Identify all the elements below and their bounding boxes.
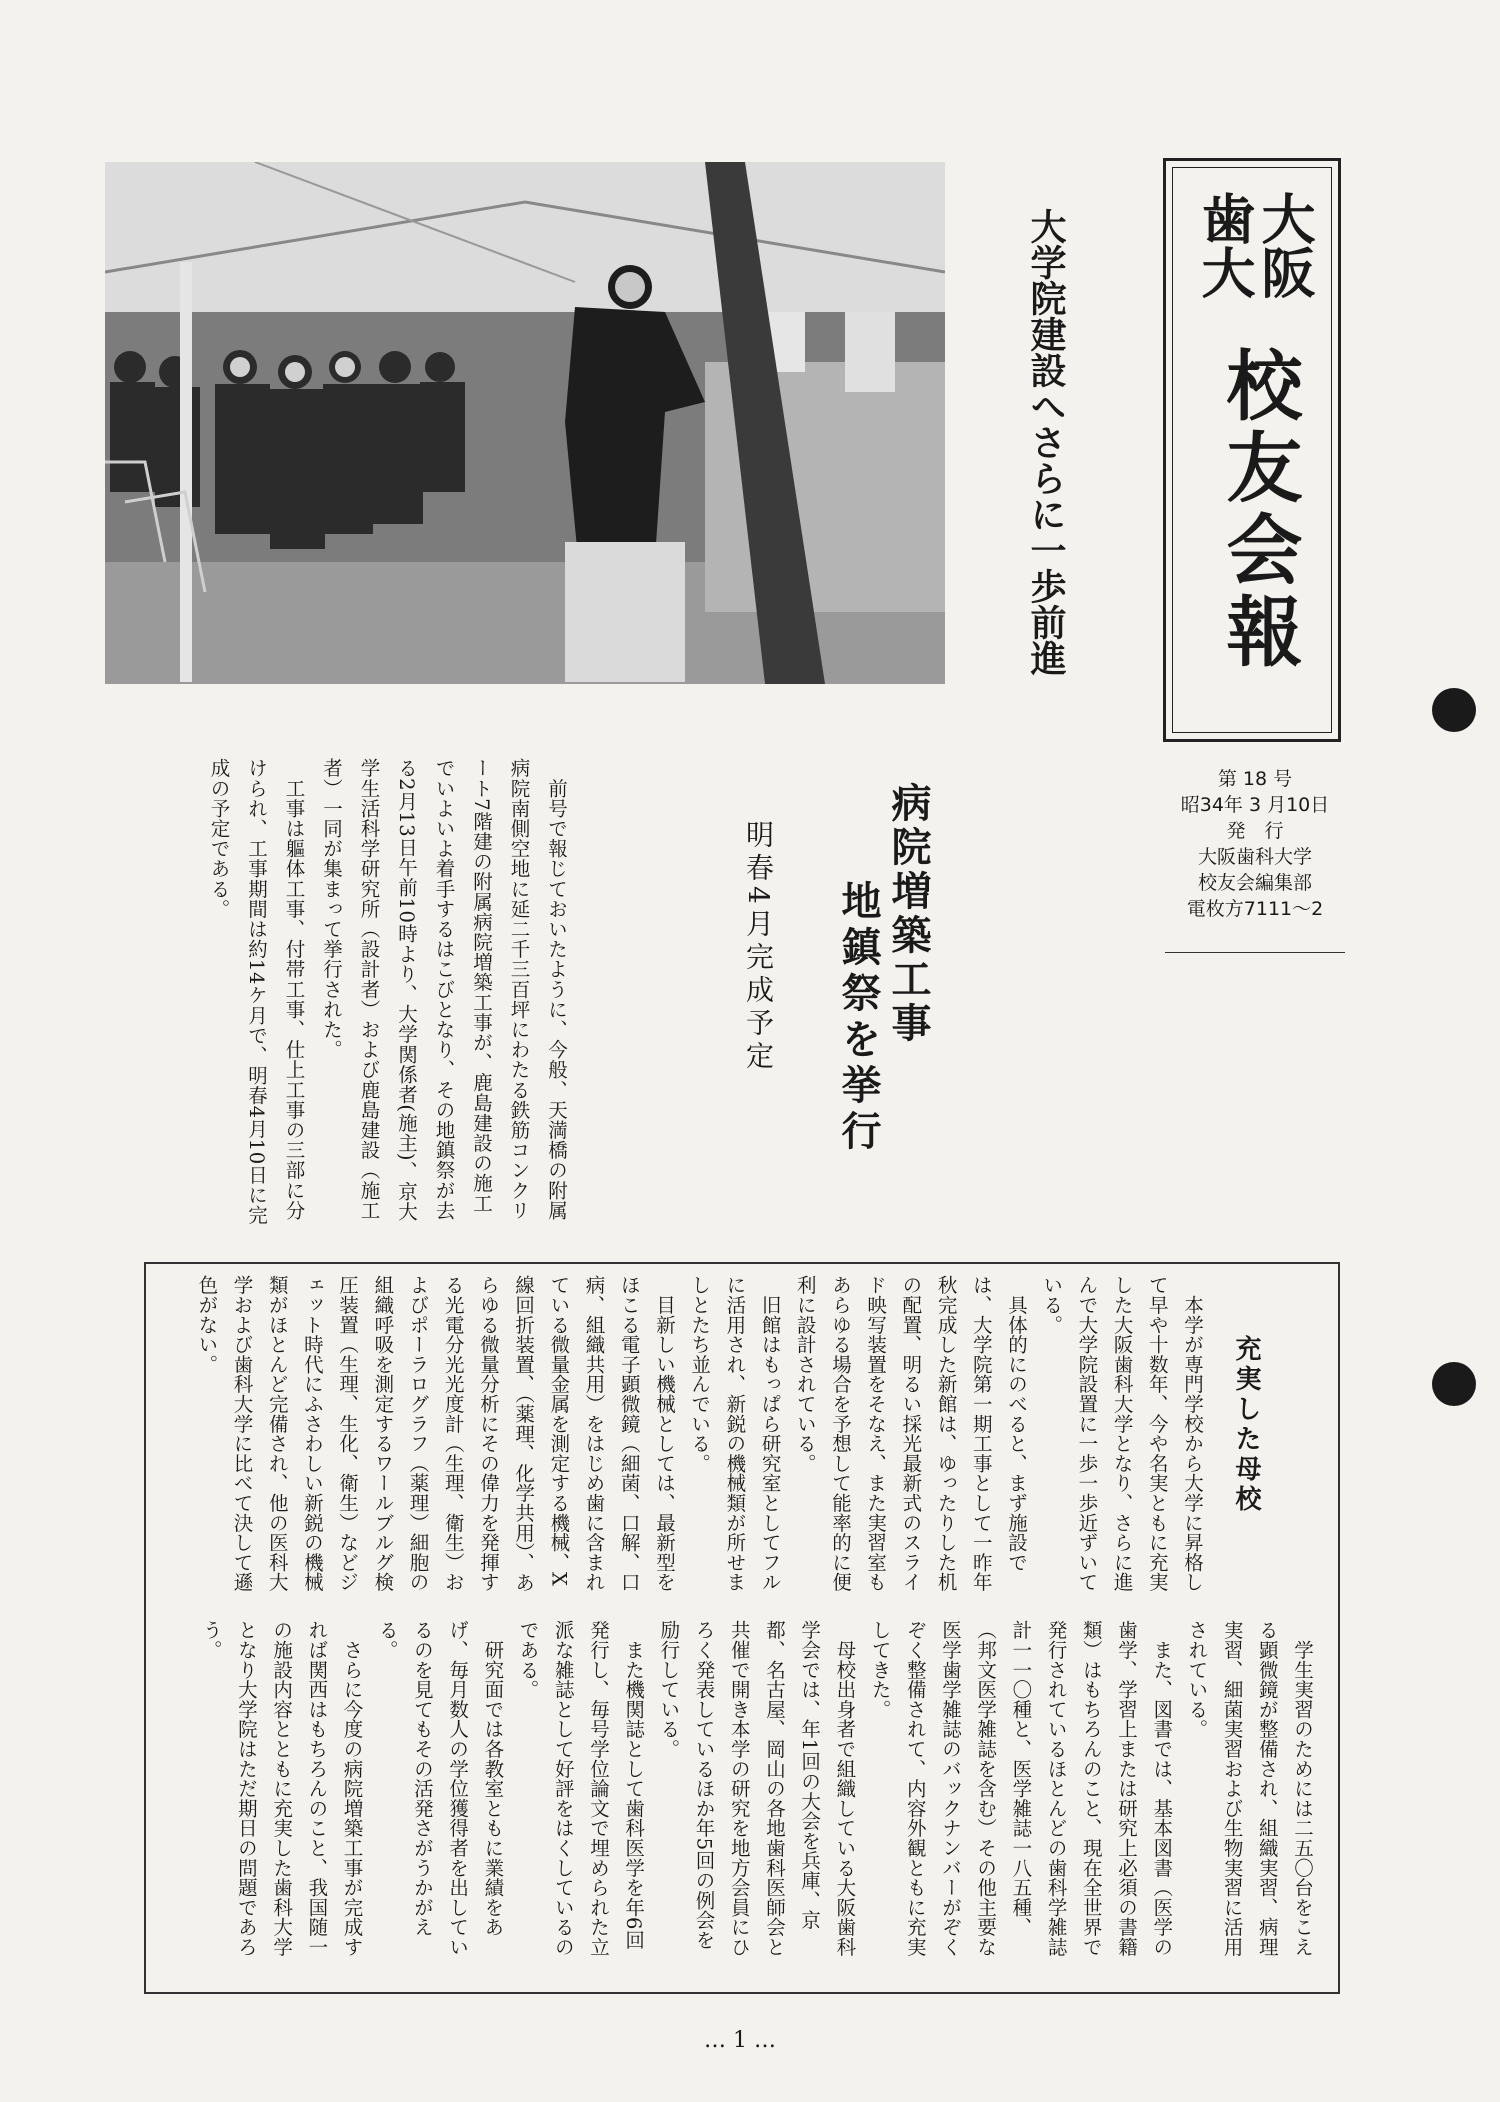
ceremony-photo: [105, 162, 945, 684]
article-title-1: 病院増築工事: [885, 782, 931, 1046]
issue-date: 昭34年 3 月10日: [1180, 794, 1330, 816]
main-headline: 大学院建設へさらに一歩前進: [1025, 208, 1066, 676]
masthead: [1163, 158, 1341, 742]
issue-phone: 電枚方7111～2: [1186, 898, 1324, 920]
issue-number: 第 18 号: [1217, 768, 1293, 790]
issue-publisher-1: 大阪歯科大学: [1197, 846, 1312, 868]
issue-publisher-2: 校友会編集部: [1197, 872, 1312, 894]
page-number: … 1 …: [704, 2028, 776, 2053]
article-body: 前号で報じておいたように、今般、天満橋の附属病院南側空地に延二千三百坪にわたる鉄筋コンクリート7階建の附属病院増築工事が、鹿島建設の施工でいよいよ着手するはこびとなり、その地鎮祭が去る2月13日午前10時より、大学関係者(施主)、京大学生活科学研究所（設計者）および鹿島建設（施工者）一同が集まって挙行された。 工事は軀体工事、付帯工事、仕上工事の三部に分けられ、工事期間は約14ケ月で、明春4月10日に完成の予定である。: [207, 758, 568, 1226]
feature-title: 充実した母校: [1231, 1335, 1261, 1515]
feature-column-upper: 本学が専門学校から大学に昇格して早や十数年、今や名実ともに充実した大阪歯科大学となり、さらに進んで大学院設置に一歩一歩近ずいている。 具体的にのべると、まず施設では、大学院第一期工事として一昨年秋完成した新館は、ゆったりした机の配置、明るい採光最新式のスライド映写装置をそなえ、また実習室もあらゆる場合を予想して能率的に便利に設計されている。 旧館はもっぱら研究室としてフルに活用され、新鋭の機械類が所せましとたち並んでいる。 目新しい機械としては、最新型をほこる電子顕微鏡（細菌、口解、口病、組織共用）をはじめ歯に含まれている微量金属を測定する機械、X線回折装置、（薬理、化学共用）、あらゆる微量分析にその偉力を発揮する光電分光光度計（生理、衛生）およびポーラログラフ（薬理）細胞の組織呼吸を測定するワールブルグ検圧装置（生理、生化、衛生）などジェット時代にふさわしい新鋭の機械類がほとんど完備され、他の医科大学および歯科大学に比べて決して遜色がない。: [195, 1275, 1204, 1593]
binder-hole-bottom: [1432, 1362, 1476, 1406]
issue-info: [1165, 766, 1345, 922]
masthead-school-name: 大阪歯大: [1193, 191, 1316, 299]
binder-hole-top: [1432, 688, 1476, 732]
article-title-2: 地鎮祭を挙行: [835, 880, 881, 1156]
article-subtitle: 明春4月完成予定: [742, 820, 775, 1074]
masthead-title: 校友会報: [1214, 346, 1303, 674]
issue-divider: [1165, 952, 1345, 953]
issue-issued: 発 行: [1226, 820, 1284, 842]
feature-column-lower: 学生実習のためには二五〇台をこえる顕微鏡が整備され、組織実習、病理実習、細菌実習および生物実習に活用されている。 また、図書では、基本図書（医学の歯学、学習上または研究上必須の書籍類）はもちろんのこと、現在全世界で発行されているほとんどの歯科学雑誌計一一〇種と、医学雑誌一八五種、（邦文医学雑誌を含む）その他主要な医学歯学雑誌のバックナンバーがぞくぞく整備されて、内容外観ともに充実してきた。 母校出身者で組織している大阪歯科学会では、年1回の大会を兵庫、京都、名古屋、岡山の各地歯科医師会と共催で開き本学の研究を地方会員にひろく発表しているほか年5回の例会を励行している。 また機関誌として歯科医学を年6回発行し、毎号学位論文で埋められた立派な雑誌として好評をはくしているのである。 研究面では各教室ともに業績をあげ、毎月数人の学位獲得者を出しているのを見てもその活発さがうかがえる。 さらに今度の病院増築工事が完成すれば関西はもちろんのこと、我国随一の施設内容とともに充実した歯科大学となり大学院はただ期日の問題であろう。: [199, 1620, 1314, 1957]
ceremony-photo-illustration: [105, 162, 945, 684]
